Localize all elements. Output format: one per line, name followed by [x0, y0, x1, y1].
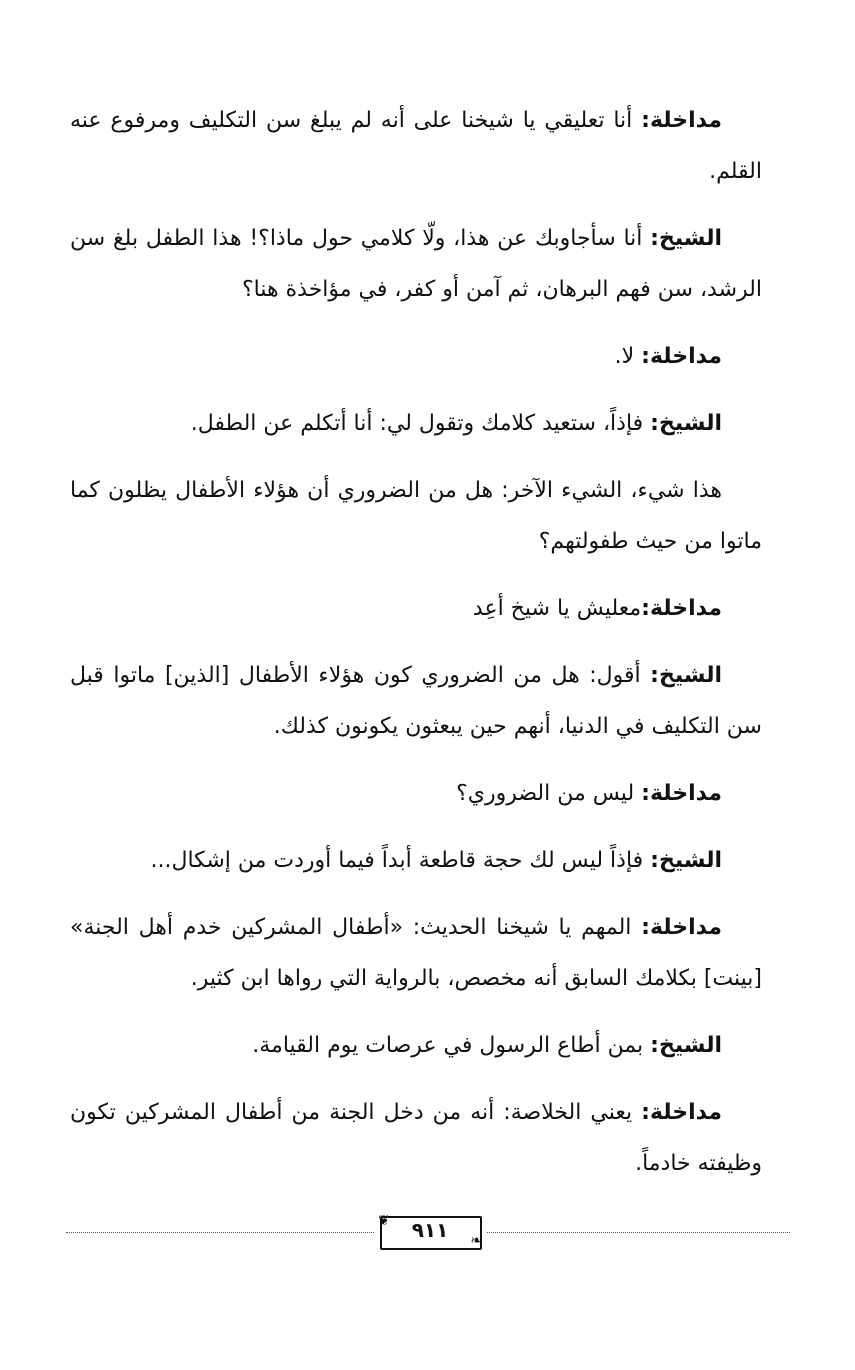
paragraph: [70, 1020, 762, 1071]
speaker-label: مداخلة:: [641, 1100, 722, 1125]
speaker-label: الشيخ:: [650, 226, 722, 251]
paragraph: [70, 835, 762, 886]
speaker-label: مداخلة:: [641, 344, 722, 369]
paragraph: [70, 650, 762, 752]
paragraph: [70, 95, 762, 197]
paragraph: [70, 331, 762, 382]
paragraph-text: فإذاً ليس لك حجة قاطعة أبداً فيما أوردت من إشكال...: [150, 848, 651, 873]
paragraph-text: أقول: هل من الضروري كون هؤلاء الأطفال [الذين] ماتوا قبل سن التكليف في الدنيا، أنهم حين يبعثون يكونون كذلك.: [70, 663, 762, 739]
speaker-label: مداخلة:: [641, 596, 722, 621]
paragraph-text: المهم يا شيخنا الحديث: «أطفال المشركين خدم أهل الجنة» [بينت] بكلامك السابق أنه مخصص، بالرواية التي رواها ابن كثير.: [70, 915, 762, 991]
paragraph-text: بمن أطاع الرسول في عرصات يوم القيامة.: [252, 1033, 651, 1058]
speaker-label: الشيخ:: [650, 848, 722, 873]
paragraph: [70, 213, 762, 315]
page-number-ornament: [374, 1212, 486, 1252]
paragraph-text: لا.: [614, 344, 642, 369]
speaker-label: الشيخ:: [650, 411, 722, 436]
paragraph-text: أنا سأجاوبك عن هذا، ولّا كلامي حول ماذا؟! هذا الطفل بلغ سن الرشد، سن فهم البرهان، ثم آمن أو كفر، في مؤاخذة هنا؟: [70, 226, 762, 302]
speaker-label: الشيخ:: [650, 1033, 722, 1058]
page-footer: [66, 1208, 790, 1248]
paragraph: [70, 398, 762, 449]
paragraph: [70, 465, 762, 567]
speaker-label: الشيخ:: [650, 663, 722, 688]
ornament-icon: ❧: [470, 1233, 482, 1249]
paragraph-text: أنا تعليقي يا شيخنا على أنه لم يبلغ سن التكليف ومرفوع عنه القلم.: [70, 108, 762, 184]
paragraph-text: ليس من الضروري؟: [456, 781, 642, 806]
paragraph: [70, 768, 762, 819]
paragraph-text: هذا شيء، الشيء الآخر: هل من الضروري أن هؤلاء الأطفال يظلون كما ماتوا من حيث طفولتهم؟: [70, 478, 762, 554]
paragraph: [70, 583, 762, 634]
paragraph: [70, 902, 762, 1004]
speaker-label: مداخلة:: [641, 108, 722, 133]
paragraph-text: فإذاً، ستعيد كلامك وتقول لي: أنا أتكلم عن الطفل.: [190, 411, 651, 436]
page-body: [70, 95, 762, 1205]
ornament-icon: ❦: [378, 1213, 390, 1229]
paragraph: [70, 1087, 762, 1189]
paragraph-text: يعني الخلاصة: أنه من دخل الجنة من أطفال المشركين تكون وظيفته خادماً.: [70, 1100, 762, 1176]
page-number: ٩١١: [411, 1218, 449, 1242]
paragraph-text: معليش يا شيخ أعِد: [472, 596, 642, 621]
speaker-label: مداخلة:: [641, 781, 722, 806]
speaker-label: مداخلة:: [641, 915, 722, 940]
